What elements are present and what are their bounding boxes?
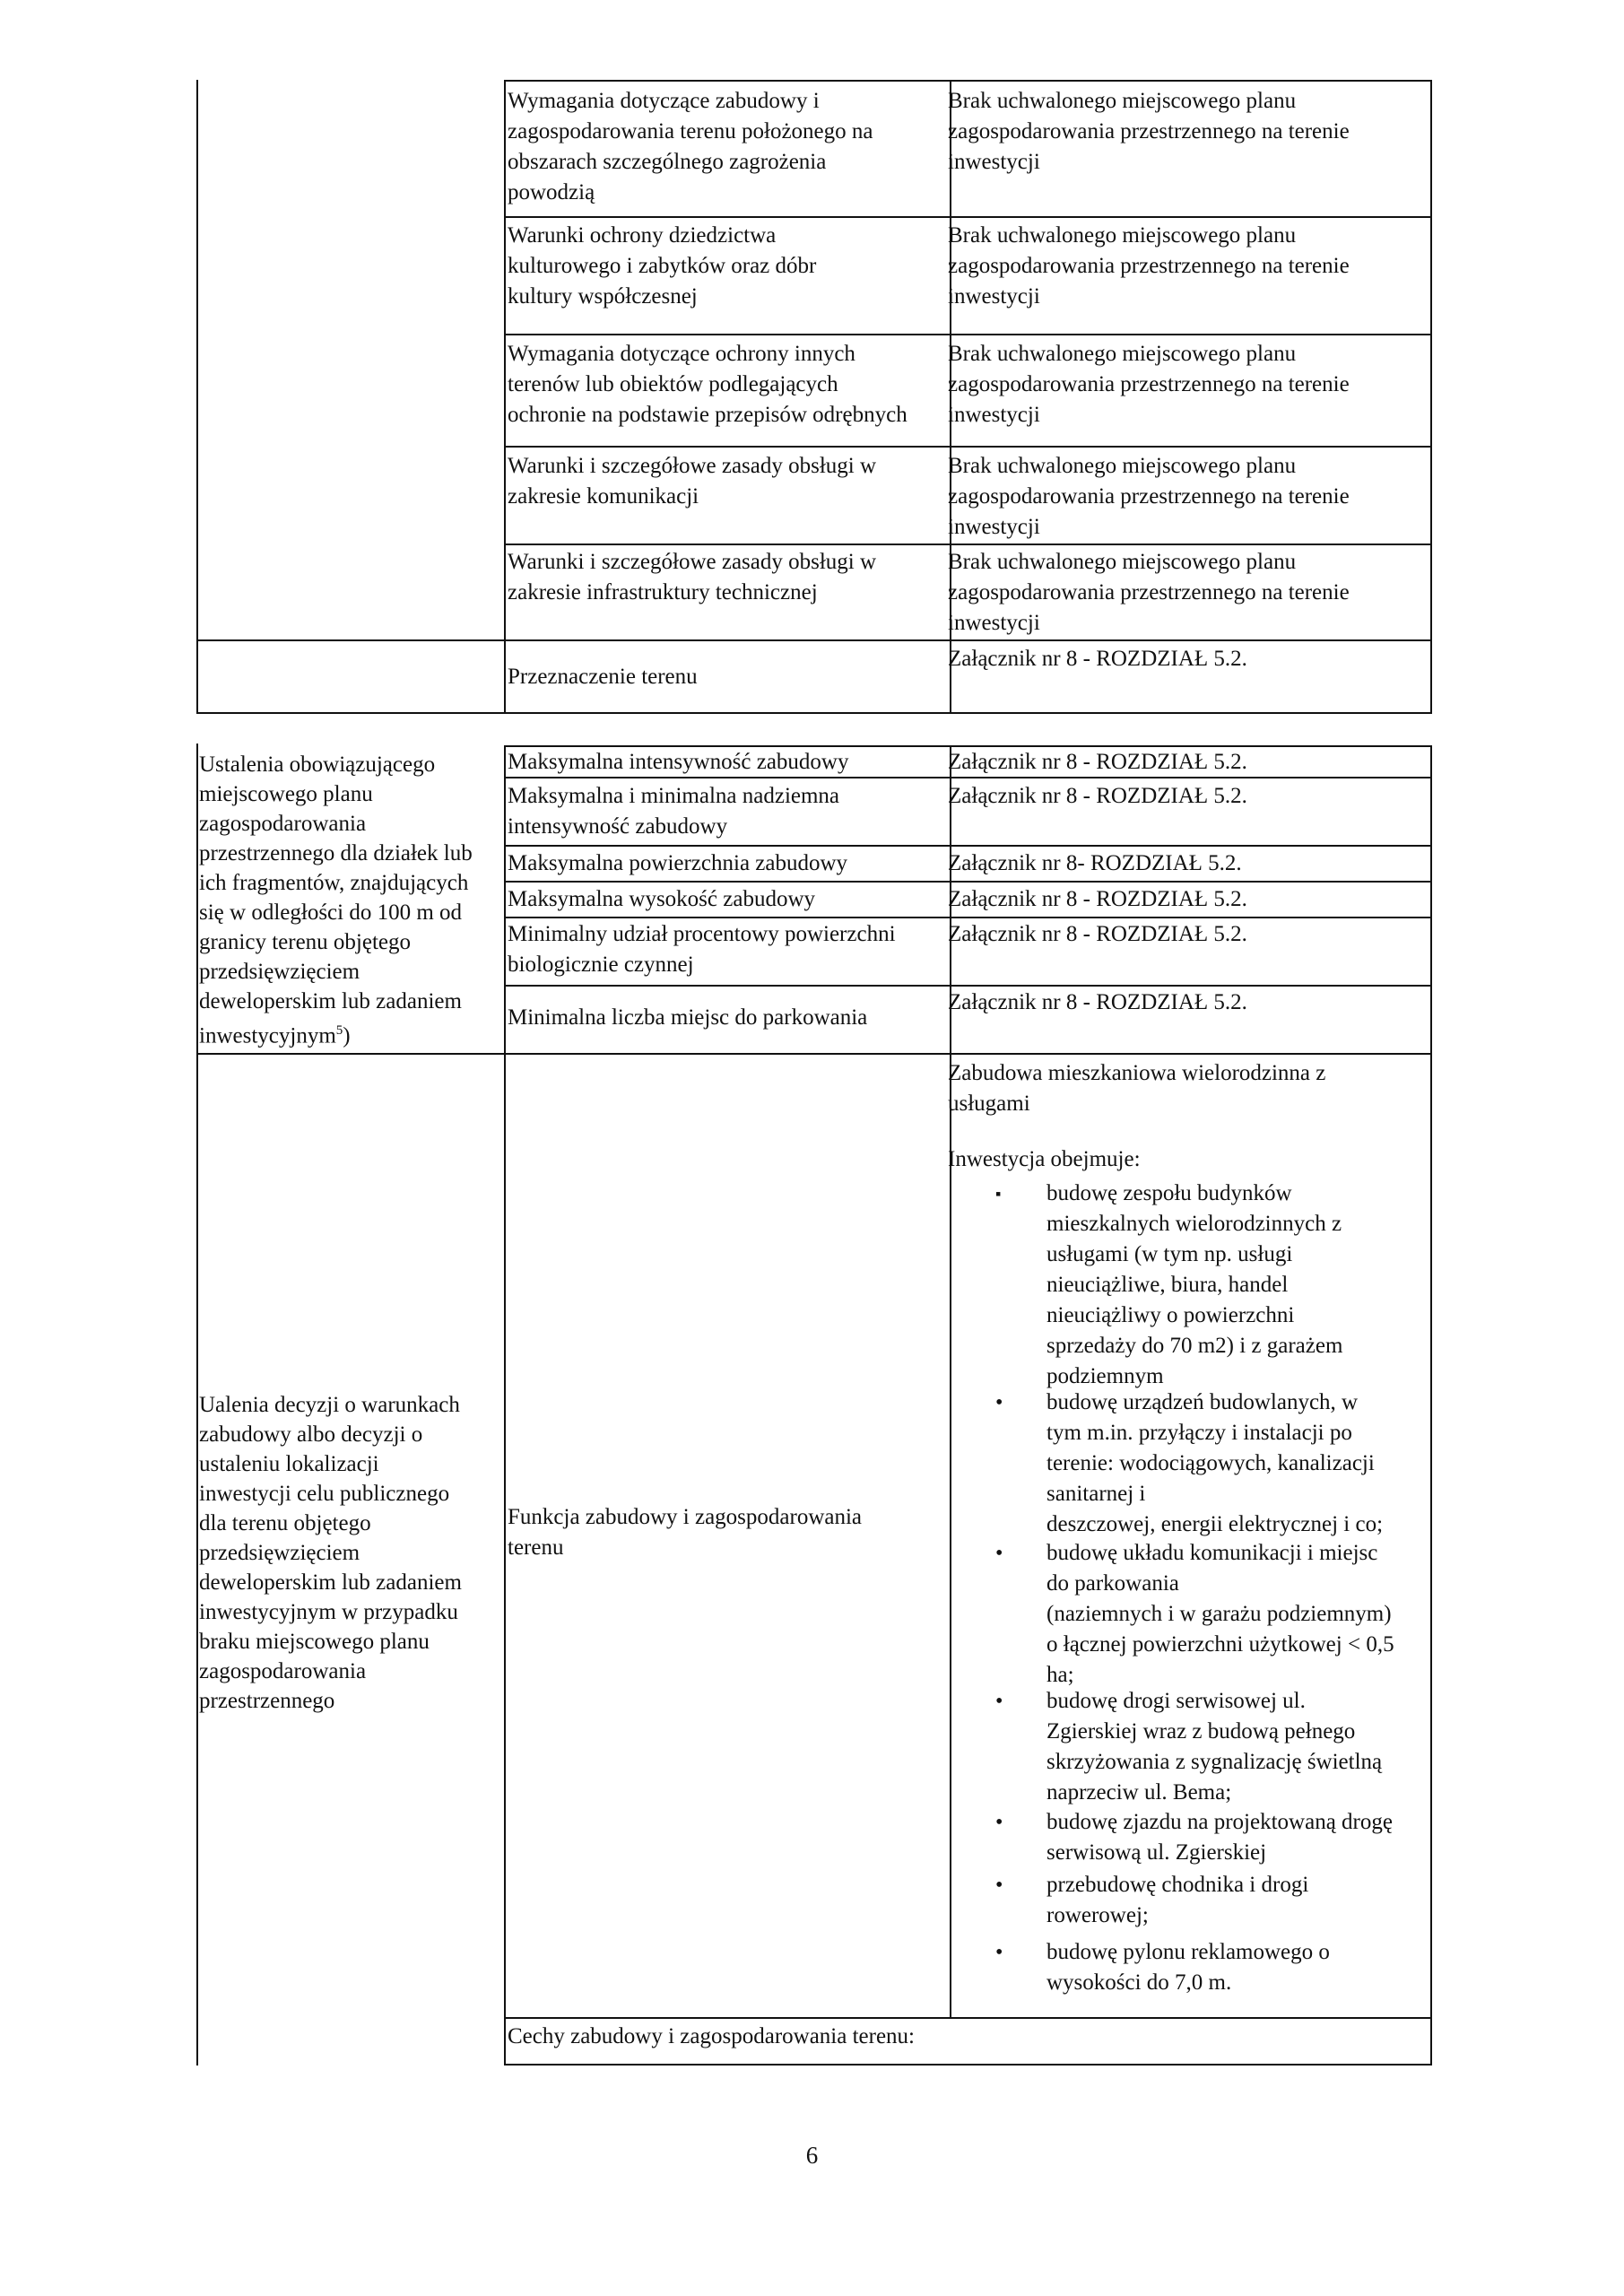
page-number: 6 — [805, 2142, 819, 2169]
list-item-text: budowę pylonu reklamowego o wysokości do 7,0 m. — [1046, 1940, 1330, 1995]
section-label-plan — [199, 750, 504, 1050]
table-row-value: Załącznik nr 8 - ROZDZIAŁ 5.2. — [948, 922, 1247, 946]
table-row-label: Warunki ochrony dziedzictwa kulturowego i zabytków oraz dóbr kultury współczesnej — [508, 223, 817, 309]
square-bullet-icon: ▪ — [995, 1185, 1002, 1203]
table-row-label: Maksymalna intensywność zabudowy — [508, 750, 849, 774]
table-row-label: Wymagania dotyczące ochrony innych terenów lub obiektów podlegających ochronie na podstawie przepisów odrębnych — [508, 342, 908, 427]
table-row-value: Załącznik nr 8 - ROZDZIAŁ 5.2. — [948, 887, 1247, 911]
table-bottom-section-line — [196, 1053, 1432, 1055]
table-top-col-divider-1 — [504, 80, 506, 714]
table-top-row-line — [504, 334, 1432, 335]
table-bottom-row-line — [504, 2017, 1432, 2019]
function-label: Funkcja zabudowy i zagospodarowania terenu — [508, 1505, 863, 1560]
round-bullet-icon: • — [995, 1690, 1003, 1713]
function-title: Zabudowa mieszkaniowa wielorodzinna z usługami — [948, 1061, 1326, 1116]
list-item-text: budowę drogi serwisowej ul. Zgierskiej wraz z budową pełnego skrzyżowania z sygnalizację świetlną naprzeciw ul. Bema; — [1046, 1689, 1383, 1805]
round-bullet-icon: • — [995, 1391, 1003, 1414]
table-row-value: Brak uchwalonego miejscowego planu zagospodarowania przestrzennego na terenie inwestycji — [948, 342, 1350, 427]
table-row-value: Brak uchwalonego miejscowego planu zagospodarowania przestrzennego na terenie inwestycji — [948, 223, 1350, 309]
round-bullet-icon: • — [995, 1542, 1003, 1565]
table-row-label: Warunki i szczegółowe zasady obsługi w zakresie infrastruktury technicznej — [508, 550, 877, 604]
features-label: Cechy zabudowy i zagospodarowania terenu: — [508, 2024, 916, 2048]
section-label-plan-end: ) — [343, 1023, 351, 1048]
round-bullet-icon: • — [995, 1941, 1003, 1964]
table-row-label: Minimalny udział procentowy powierzchni biologicznie czynnej — [508, 922, 896, 977]
table-bottom-left-border — [196, 744, 198, 2066]
function-intro: Inwestycja obejmuje: — [948, 1147, 1141, 1171]
table-row-value: Brak uchwalonego miejscowego planu zagospodarowania przestrzennego na terenie inwestycji — [948, 89, 1350, 174]
list-item-text: budowę urządzeń budowlanych, w tym m.in. przyłączy i instalacji po terenie: wodociągowych, kanalizacji sanitarnej i deszczowej, energii elektrycznej i co; — [1046, 1390, 1384, 1536]
table-top-bottom-border — [196, 712, 1432, 714]
table-top-row-line — [196, 639, 1432, 641]
table-top-row-line — [504, 544, 1432, 545]
table-row-value: Załącznik nr 8- ROZDZIAŁ 5.2. — [948, 851, 1242, 875]
table-row-label: Minimalna liczba miejsc do parkowania — [508, 1005, 868, 1030]
table-row-label: Maksymalna i minimalna nadziemna intensywność zabudowy — [508, 784, 840, 839]
table-top-row-line — [504, 216, 1432, 218]
table-row-label: Wymagania dotyczące zabudowy i zagospodarowania terenu położonego na obszarach szczególnego zagrożenia powodzią — [508, 89, 873, 204]
table-top-left-border — [196, 80, 198, 714]
list-item-text: budowę zespołu budynków mieszkalnych wielorodzinnych z usługami (w tym np. usługi nieuciążliwe, biura, handel nieuciążliwy o powierzchni sprzedaży do 70 m2) i z garażem podziemnym — [1046, 1181, 1343, 1388]
table-row-value: Brak uchwalonego miejscowego planu zagospodarowania przestrzennego na terenie inwestycji — [948, 550, 1350, 635]
table-row-value: Załącznik nr 8 - ROZDZIAŁ 5.2. — [948, 750, 1247, 774]
table-row-value: Załącznik nr 8 - ROZDZIAŁ 5.2. — [948, 990, 1247, 1014]
round-bullet-icon: • — [995, 1811, 1003, 1834]
table-top-top-border — [504, 80, 1432, 82]
round-bullet-icon: • — [995, 1874, 1003, 1897]
footnote-marker: 5 — [335, 1023, 343, 1038]
table-row-label: Maksymalna wysokość zabudowy — [508, 887, 815, 911]
table-bottom-row-line — [504, 917, 1432, 918]
section-label-decision: Ualenia decyzji o warunkach zabudowy albo decyzji o ustaleniu lokalizacji inwestycji celu publicznego dla terenu objętego przedsięwzięciem deweloperskim lub zadaniem inwestycyjnym w przypadku braku miejscowego planu zagospodarowania przestrzennego — [199, 1393, 462, 1713]
table-top-row-line — [504, 446, 1432, 448]
table-row-label: Warunki i szczegółowe zasady obsługi w zakresie komunikacji — [508, 454, 877, 509]
table-bottom-bottom-border — [504, 2064, 1432, 2066]
table-bottom-col-divider-1 — [504, 745, 506, 2066]
table-row-value: Załącznik nr 8 - ROZDZIAŁ 5.2. — [948, 647, 1247, 671]
table-row-value: Załącznik nr 8 - ROZDZIAŁ 5.2. — [948, 784, 1247, 808]
section-label-plan-text: Ustalenia obowiązującego miejscowego planu zagospodarowania przestrzennego dla działek lub ich fragmentów, znajdujących się w odległości do 100 m od granicy terenu objętego przedsięwzięciem deweloperskim lub zadaniem inwestycyjnym — [199, 752, 473, 1048]
table-row-label: Przeznaczenie terenu — [508, 665, 698, 689]
table-row-value: Brak uchwalonego miejscowego planu zagospodarowania przestrzennego na terenie inwestycji — [948, 454, 1350, 539]
table-bottom-row-line — [504, 985, 1432, 987]
table-top-right-border — [1430, 80, 1432, 714]
table-bottom-row-line — [504, 881, 1432, 883]
table-row-label: Maksymalna powierzchnia zabudowy — [508, 851, 848, 875]
list-item-text: budowę układu komunikacji i miejsc do parkowania (naziemnych i w garażu podziemnym) o łącznej powierzchni użytkowej < 0,5 ha; — [1046, 1541, 1394, 1687]
table-bottom-row-line — [504, 845, 1432, 847]
list-item-text: budowę zjazdu na projektowaną drogę serwisową ul. Zgierskiej — [1046, 1810, 1393, 1865]
list-item-text: przebudowę chodnika i drogi rowerowej; — [1046, 1873, 1309, 1927]
